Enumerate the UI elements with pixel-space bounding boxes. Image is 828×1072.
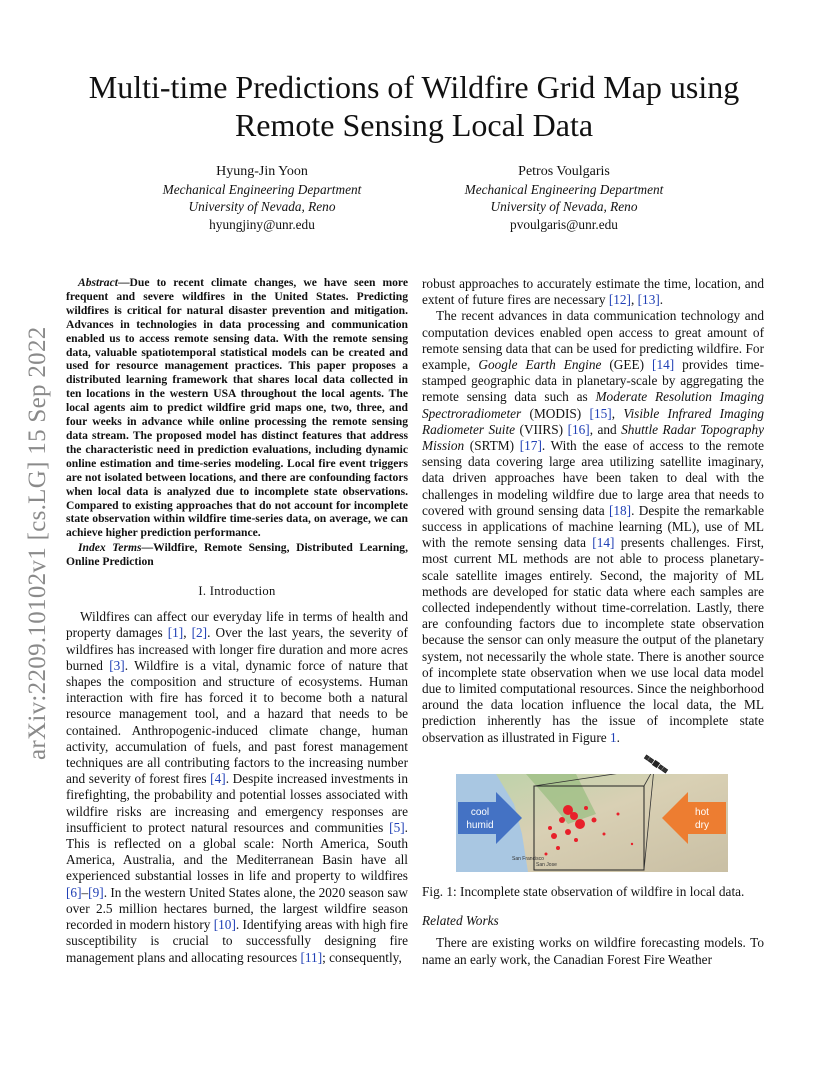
text-run: (SRTM) <box>464 438 520 454</box>
citation-link[interactable]: [10] <box>213 917 236 933</box>
author-email[interactable]: pvoulgaris@unr.edu <box>510 216 618 232</box>
text-run: ; consequently, <box>322 949 402 965</box>
text-run: . Identifying areas with high fire susceptibility is crucial to successfully designing fire management plans and allocating resources <box>66 917 408 965</box>
text-run: . <box>659 292 664 308</box>
citation-link[interactable]: [3] <box>109 657 125 673</box>
author-department: Mechanical Engineering Department <box>464 181 664 197</box>
citation-link[interactable]: [14] <box>592 535 615 551</box>
author-department: Mechanical Engineering Department <box>162 181 362 197</box>
text-run: robust approaches to accurately estimate the time, location, and extent of future fires are necessary <box>422 276 764 308</box>
citation-link[interactable]: [15] <box>589 405 612 421</box>
text-run: Moderate Resolution Imaging Spectroradiometer <box>422 389 764 421</box>
index-terms-label: Index Terms <box>78 541 142 555</box>
left-column <box>66 276 408 966</box>
citation-link[interactable]: [9] <box>88 884 104 900</box>
cool-label: cool <box>470 806 490 818</box>
author-email[interactable]: hyungjiny@unr.edu <box>209 216 315 232</box>
city-label: San Jose <box>536 861 557 868</box>
intro-paragraph <box>422 308 764 745</box>
text-run: (GEE) <box>601 357 653 373</box>
citation-link[interactable]: [4] <box>210 771 226 787</box>
subsection-heading-related-works: Related Works <box>422 913 499 929</box>
section-heading-introduction: I. Introduction <box>198 584 276 599</box>
text-run: Visible Infrared Imaging Radiometer Suite <box>422 405 764 437</box>
text-run: . Despite the remarkable success in applications of machine learning (ML), use of ML with the remote sensing data <box>422 502 765 551</box>
author-name: Petros Voulgaris <box>518 164 610 179</box>
citation-link[interactable]: [12] <box>608 292 631 308</box>
abstract <box>66 276 408 540</box>
figure-caption: Fig. 1: Incomplete state observation of wildfire in local data. <box>422 883 745 899</box>
author-university: University of Nevada, Reno <box>188 199 336 214</box>
hot-label: hot <box>695 806 709 818</box>
text-run: . Despite increased investments in firefighting, the probability and potential losses associated with wildfire risks are increasing and emergency responses are insufficient to protect natural resources and communities <box>66 771 409 835</box>
text-run: provides time-stamped geographic data in planetary-scale by aggregating the remote sensing data such as <box>422 357 764 405</box>
abstract-label: Abstract <box>78 276 118 289</box>
text-run: . <box>616 729 620 745</box>
text-run: (VIIRS) <box>515 421 568 437</box>
arxiv-identifier[interactable]: arXiv:2209.10102v1 [cs.LG] 15 Sep 2022 <box>24 326 51 760</box>
author-name: Hyung-Jin Yoon <box>216 164 308 179</box>
citation-link[interactable]: [2] <box>191 625 208 641</box>
intro-paragraph-continued <box>422 276 764 308</box>
dry-label: dry <box>695 819 709 831</box>
figure-1 <box>456 764 728 872</box>
text-run: , <box>611 405 624 421</box>
humid-label: humid <box>466 819 494 831</box>
citation-link[interactable]: [18] <box>608 502 632 518</box>
citation-link[interactable]: [5] <box>389 819 405 835</box>
citation-link[interactable]: [17] <box>519 438 542 454</box>
text-run: presents challenges. First, most current ML methods are not able to process planetary-scale satellite images entirely. Second, the majority of ML methods are developed for static data where each samples are collected independently without time-correlation. Lastly, there are confounding factors due to incomplete state observation because the sensor can only measure the output of the planetary system, not necessarily the whole state. There is another source of incomplete state observation when we use local data model due to limited computational resources. Since the neighborhood around the data location influence the local data, the ML prediction inherently has the issue of incomplete state observation as illustrated in Figure <box>422 535 764 745</box>
text-run: – <box>81 884 89 900</box>
related-works-paragraph: There are existing works on wildfire forecasting models. To name an early work, the Canadian Forest Fire Weather <box>422 935 764 967</box>
text-run: Wildfires can affect our everyday life in terms of health and property damages <box>66 609 408 641</box>
text-run: (MODIS) <box>521 405 590 421</box>
text-run: . Over the last years, the severity of wildfires has increased with longer fire duration and more acres burned <box>66 625 408 673</box>
index-terms <box>66 541 408 569</box>
citation-link[interactable]: [16] <box>567 421 590 437</box>
citation-link[interactable]: [13] <box>637 292 660 308</box>
satellite-icon <box>642 750 670 778</box>
author-block <box>122 163 402 233</box>
text-run: Shuttle Radar Topography Mission <box>422 421 764 454</box>
text-run: . With the ease of access to the remote sensing data covering large area utilizing satellite imaginary, data driven approaches have been taken to deal with the challenges in modeling wildfire due to large area that needs to covered with ground sensing data <box>422 438 764 518</box>
text-run: Google Earth Engine <box>478 357 602 373</box>
text-run: , and <box>589 421 622 437</box>
citation-link[interactable]: [14] <box>652 357 675 373</box>
figure-reference-link[interactable]: 1 <box>609 729 617 745</box>
citation-link[interactable]: [1] <box>167 625 184 641</box>
wildfire-map-illustration <box>456 774 728 872</box>
paper-title: Multi-time Predictions of Wildfire Grid Map using Remote Sensing Local Data <box>88 69 740 143</box>
text-run: . In the western United States alone, the 2020 season saw over 2.5 million hectares burned, the largest wildfire season recorded in modern history <box>66 884 408 933</box>
text-run: , <box>630 292 638 308</box>
text-run: . This is reflected on a global scale: North America, South America, Australia, and the Mediterranean Basin have all experienced substantial losses in life and property to wildfires <box>66 819 408 884</box>
index-terms-text: —Wildfire, Remote Sensing, Distributed Learning, Online Prediction <box>66 541 408 569</box>
right-column <box>422 276 764 968</box>
intro-paragraph <box>66 609 408 965</box>
author-university: University of Nevada, Reno <box>490 199 638 214</box>
citation-link[interactable]: [6] <box>66 884 82 900</box>
author-block <box>424 163 704 233</box>
city-label: San Francisco <box>512 855 544 862</box>
abstract-text: —Due to recent climate changes, we have seen more frequent and severe wildfires in the United States. Predicting wildfires is critical for natural disaster prevention and mitigation. Advances in technologies in data processing and communication enabled us to access remote sensing data. With the remote sensing data, valuable spatiotemporal statistical models can be created and used for resource management practices. This paper proposes a distributed learning framework that shares local data collected in ten locations in the western USA throughout the local agents. The local agents aim to predict wildfire grid maps one, two, three, and four weeks in advance while online processing the remote sensing data stream. The proposed model has distinct features that address the characteristic need in prediction evaluations, including dynamic online estimation and time-series modeling. Local fire event triggers are not isolated between locations, and there are confounding factors when local data is analyzed due to incomplete state observations. Compared to existing approaches that do not account for incomplete state observation within wildfire time-series data, on average, we can achieve higher prediction performance. <box>66 276 408 540</box>
citation-link[interactable]: [11] <box>300 949 323 965</box>
text-run: The recent advances in data communication technology and computation devices enabled open access to great amount of remote sensing data that can be used for predicting wildfire. For example, <box>422 308 764 373</box>
text-run: . Wildfire is a vital, dynamic force of nature that shapes the composition and structure of ecosystems. Human interaction with fire has forced it to become both a natural resource management tool, and a hazard that needs to be contained. Anthropogenic-induced climate change, human activity, accumulation of fuels, and past forest management techniques are all contributing factors to the increasing number and severity of forest fires <box>66 657 408 787</box>
text-run: , <box>183 625 192 641</box>
